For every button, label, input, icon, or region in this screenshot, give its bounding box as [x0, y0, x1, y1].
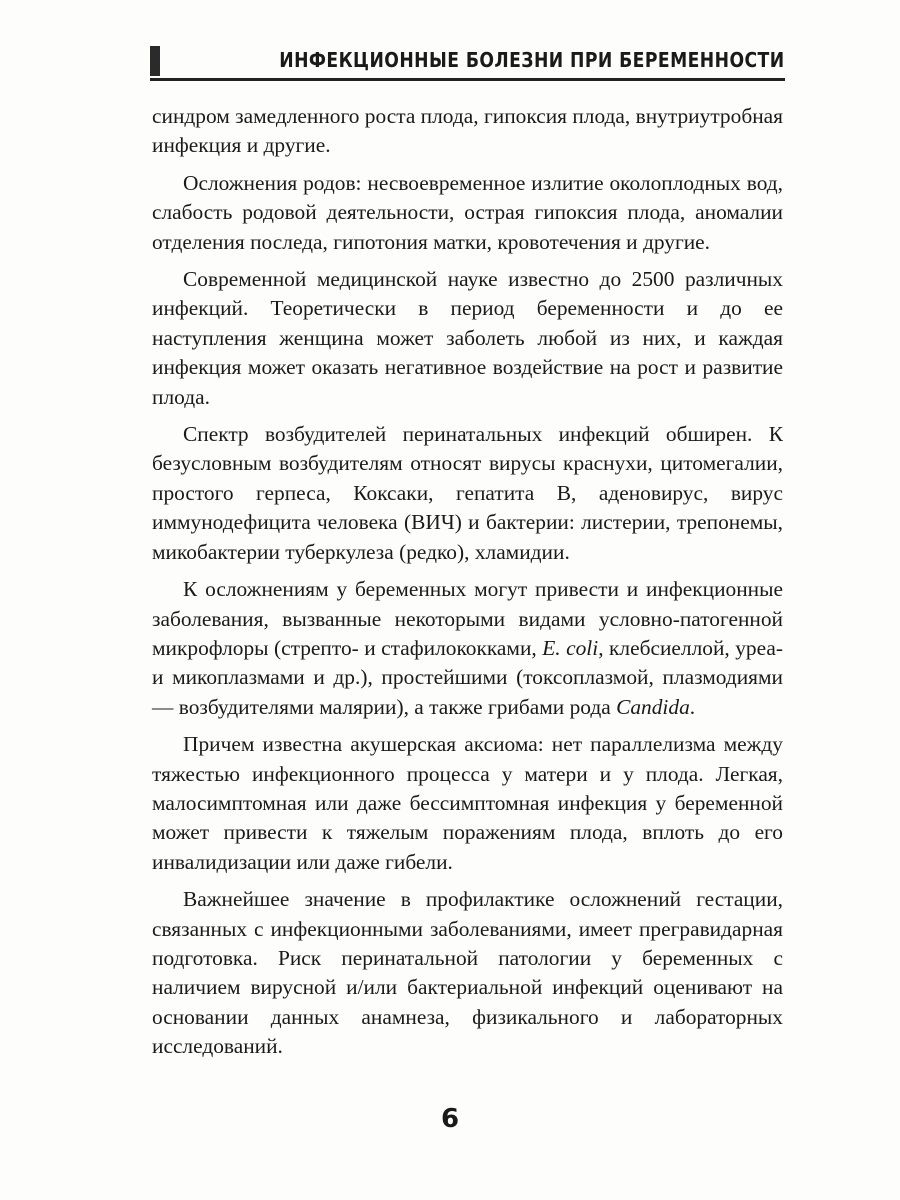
running-header [150, 44, 785, 81]
paragraph: Современной медицинской науке известно до 2500 различных инфекций. Теоретически в период беременности и до ее наступления женщина может заболеть любой из них, и каждая инфекция может оказать негативное воздействие на рост и развитие плода. [152, 267, 783, 409]
paragraph-continuation: синдром замедленного роста плода, гипоксия плода, внутриутробная инфекция и другие. [152, 104, 783, 158]
main-text [152, 102, 783, 1062]
page-number: 6 [440, 1104, 460, 1134]
header-marker-bar [150, 46, 160, 76]
paragraph-text: К осложнениям у беременных могут привести и инфекционные заболевания, вызванные некоторыми видами условно-патогенной микрофлоры (стрепто- и стафилококками, [152, 577, 783, 660]
paragraph-text: . [689, 694, 696, 719]
running-header-title: ИНФЕКЦИОННЫЕ БОЛЕЗНИ ПРИ БЕРЕМЕННОСТИ [279, 48, 785, 72]
paragraph: Причем известна акушерская аксиома: нет параллелизма между тяжестью инфекционного процесса у матери и у плода. Легкая, малосимптомная или даже бессимптомная инфекция у беременной может привести к тяжелым поражениям плода, вплоть до его инвалидизации или даже гибели. [152, 732, 783, 874]
paragraph: Важнейшее значение в профилактике осложнений гестации, связанных с инфекционными заболеваниями, имеет прегравидарная подготовка. Риск перинатальной патологии у беременных с наличием вирусной и/или бактериальной инфекций оценивают на основании данных анамнеза, физикального и лабораторных исследований. [152, 887, 783, 1059]
paragraph: Спектр возбудителей перинатальных инфекций обширен. К безусловным возбудителям относят вирусы краснухи, цитомегалии, простого герпеса, Коксаки, гепатита В, аденовирус, вирус иммунодефицита человека (ВИЧ) и бактерии: листерии, трепонемы, микобактерии туберкулеза (редко), хламидии. [152, 422, 783, 564]
italic-term: E. coli [542, 635, 599, 660]
paragraph [152, 575, 783, 722]
italic-term: Candida [616, 694, 690, 719]
paragraph-text: , клебсиеллой, уреа- и микоплазмами и др.), простейшими (токсоплазмой, плазмодиями — возбудителями малярии), а также грибами рода [152, 635, 783, 719]
paragraph: Осложнения родов: несвоевременное излитие околоплодных вод, слабость родовой деятельности, острая гипоксия плода, аномалии отделения последа, гипотония матки, кровотечения и другие. [152, 170, 783, 254]
